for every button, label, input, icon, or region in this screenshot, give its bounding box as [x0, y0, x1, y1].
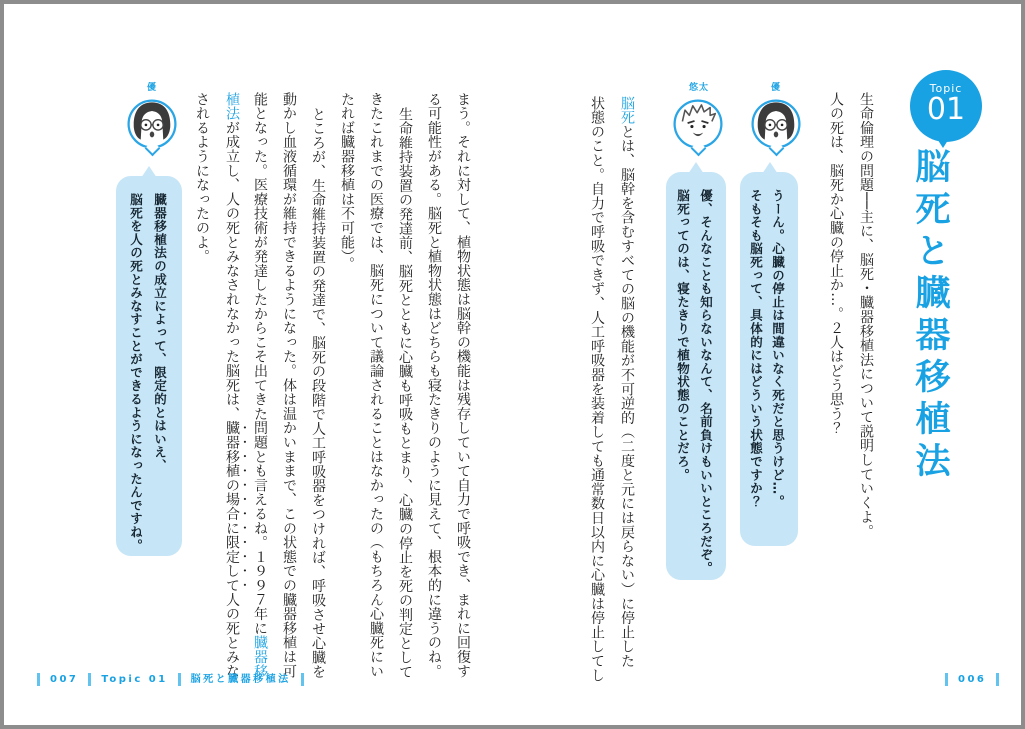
body-column-left-9 [224, 92, 248, 678]
footer-title: 脳死と臓器移植法 [190, 673, 291, 685]
body-run: が成立し、人の死とみなされなかった脳死は、 [224, 120, 240, 421]
body-column-left-5: たれば臓器移植は不可能）。 [339, 92, 355, 271]
bubble-column: 脳死を人の死とみなすことができるようになったんですね。 [128, 193, 144, 553]
footer-divider [996, 673, 999, 686]
topic-badge-label: Topic [929, 82, 963, 95]
bubble-column: うーん。心臓の停止は間違いなく死だと思うけど…。 [770, 189, 786, 509]
bubble-tail [688, 162, 704, 174]
footer-divider [945, 673, 948, 686]
footer-topic: Topic 01 [101, 673, 168, 685]
bubble-tail [141, 166, 157, 178]
speech-bubble-yu-left [116, 176, 182, 556]
footer-divider [301, 673, 304, 686]
bubble-column: 優、そんなことも知らないなんて、名前負けもいいところだぞ。 [698, 189, 714, 575]
body-column-left-1: まう。それに対して、植物状態は脳幹の機能は残存していて自力で呼吸でき、まれに回復す [455, 92, 471, 679]
body-column-left-10: されるようになったのよ。 [194, 92, 210, 264]
body-column-left-7: 動かし血液循環が維持できるようになった。体は温かいままで、この状態での臓器移植は可 [281, 92, 297, 679]
bubble-column: 臓器移植法の成立によって、限定的とはいえ、 [152, 193, 168, 473]
body-run: 能となった。医療技術が発達したからこそ出てきた問題とも言えるね。１９９７年に [252, 92, 268, 636]
topic-badge [910, 70, 982, 142]
speech-bubble-yu [740, 172, 798, 546]
body-column-left-3: 生命維持装置の発達前、脳死とともに心臓も呼吸もとまり、心臓の停止を死の判定として [397, 107, 413, 679]
topic-badge-tail [936, 137, 950, 148]
emphasis-text: 臓器移植の場合に限定して [224, 420, 240, 593]
bubble-column: 脳死ってのは、寝たきりで植物状態のことだろ。 [675, 189, 691, 482]
page-title: 脳死と臓器移植法 [910, 148, 950, 484]
keyword-noushi: 脳死 [619, 96, 635, 125]
yuta-avatar-icon [672, 98, 724, 150]
body-column-right-1 [620, 96, 634, 668]
footer-left [37, 673, 304, 686]
body-column-left-4: きたこれまでの医療では、脳死について議論されることはなかったの（もちろん心臓死にい [368, 92, 384, 679]
body-column-left-2: る可能性がある。脳死と植物状態はどちらも寝たきりのように見えて、根本的に違うのね。 [426, 92, 442, 679]
body-column-left-8 [253, 92, 267, 678]
intro-column-1: 生命倫理の問題──主に、脳死・臓器移植法について説明していくよ。 [858, 92, 874, 539]
body-column-left-6: ところが、生命維持装置の発達で、脳死の段階で人工呼吸器をつければ、呼吸させ心臓を [310, 107, 326, 679]
yu-avatar-icon [126, 98, 178, 150]
keyword-shokuhou: 植法 [224, 92, 240, 121]
bubble-tail [762, 162, 778, 174]
footer-divider [88, 673, 91, 686]
footer-divider [178, 673, 181, 686]
speech-bubble-yuta [666, 172, 726, 580]
speaker-label-yu: 優 [771, 83, 782, 93]
footer-divider [37, 673, 40, 686]
topic-badge-number: 01 [926, 92, 966, 127]
body-column-right-2: 状態のこと。自力で呼吸できず、人工呼吸器を装着しても通常数日以内に心臓は停止してし [589, 96, 605, 683]
keyword-zoukii: 臓器移 [252, 635, 268, 679]
footer-right [945, 673, 999, 686]
page-number-right: 006 [958, 673, 987, 685]
body-run: 人の死とみな [224, 592, 240, 679]
bubble-column: そもそも脳死って、具体的にはどういう状態ですか？ [748, 189, 764, 509]
page-number-left: 007 [50, 673, 79, 685]
body-run: とは、脳幹を含むすべての脳の機能が不可逆的（二度と元には戻らない）に停止した [619, 124, 635, 669]
speaker-label-yuta: 悠太 [689, 83, 710, 93]
yu-avatar-icon [750, 98, 802, 150]
intro-column-2: 人の死は、脳死か心臓の停止か…。２人はどう思う？ [828, 92, 844, 436]
speaker-label-yu: 優 [147, 83, 158, 93]
